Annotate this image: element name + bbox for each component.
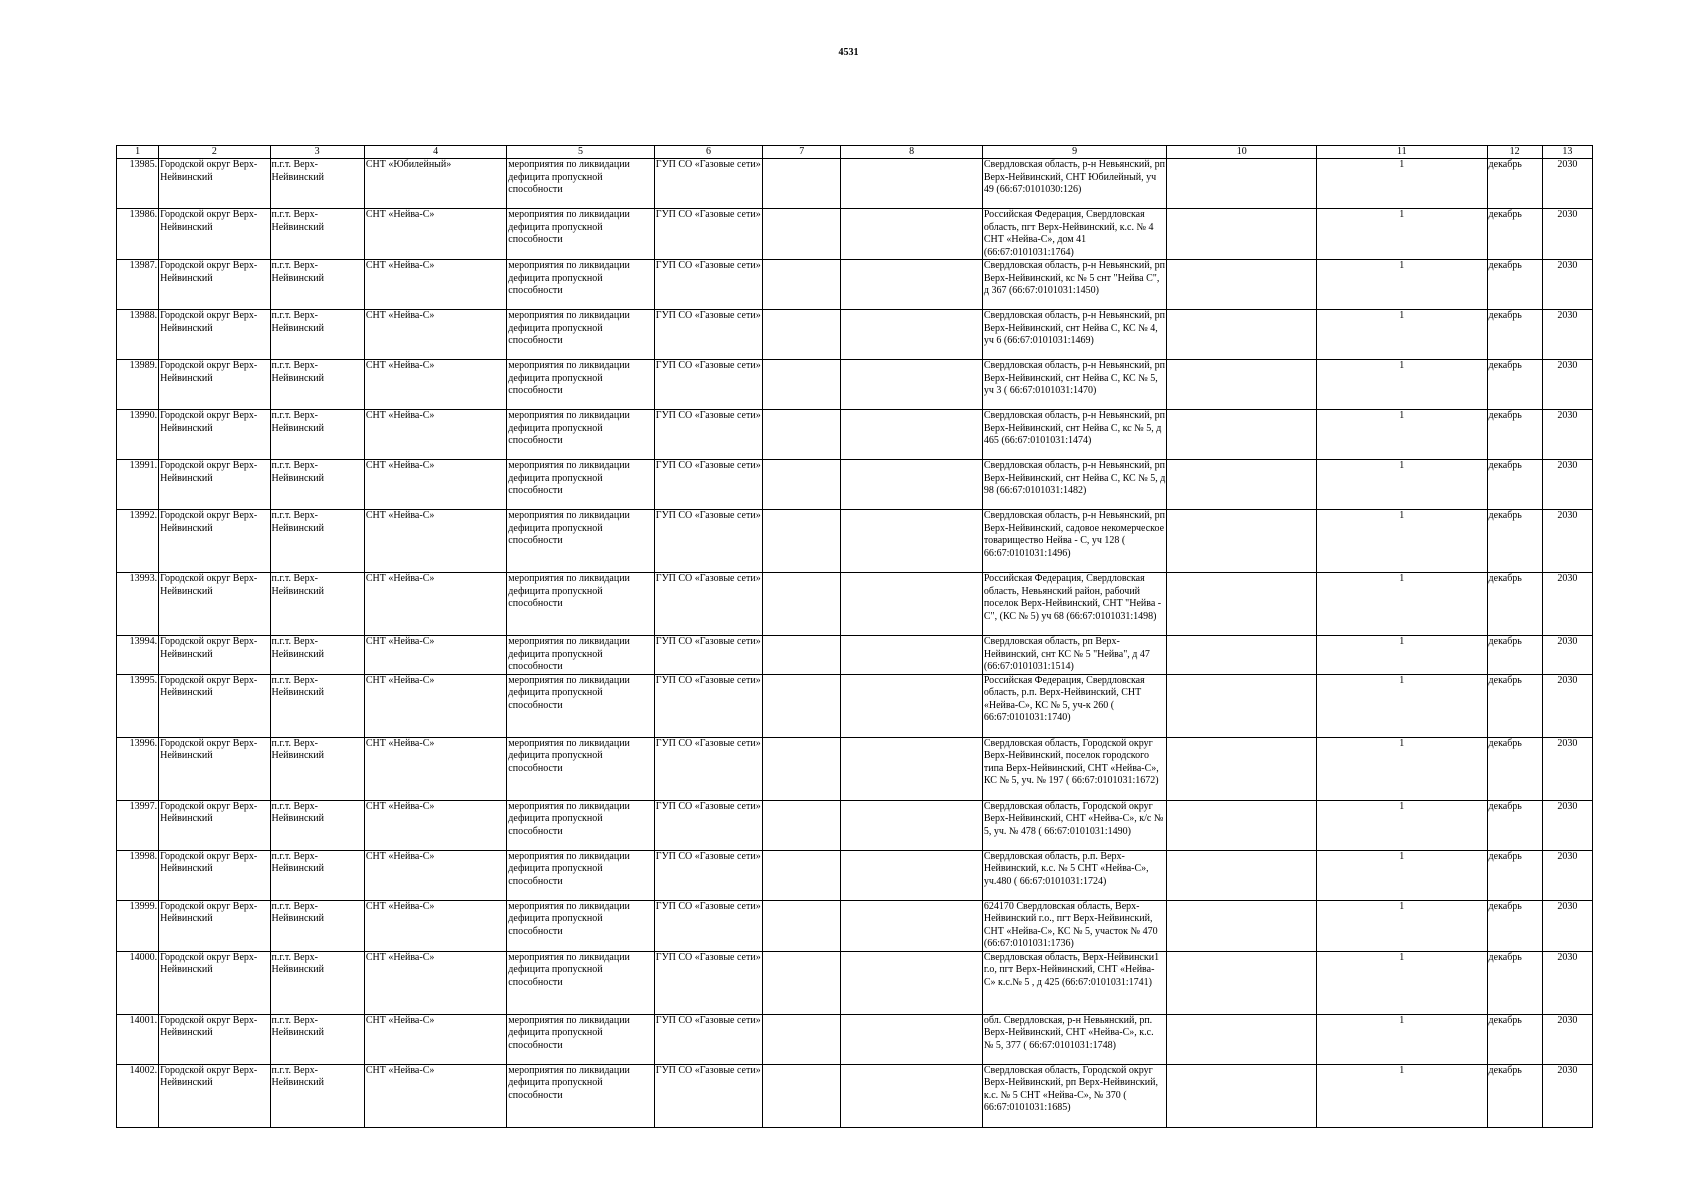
column-7-cell xyxy=(763,737,841,800)
column-7-cell xyxy=(763,1064,841,1127)
count-cell: 1 xyxy=(1316,159,1487,209)
settlement-cell: п.г.т. Верх-Нейвинский xyxy=(270,800,364,850)
column-7-cell xyxy=(763,850,841,900)
object-name-cell: СНТ «Нейва-С» xyxy=(364,310,506,360)
column-number-header: 11 xyxy=(1316,146,1487,159)
count-cell: 1 xyxy=(1316,1064,1487,1127)
object-name-cell: СНТ «Нейва-С» xyxy=(364,1064,506,1127)
month-cell: декабрь xyxy=(1487,636,1542,675)
address-cell: Свердловская область, р-н Невьянский, рп Верх-Нейвинский, СНТ Юбилейный, уч 49 (66:67:0101030:126) xyxy=(982,159,1167,209)
object-name-cell: СНТ «Нейва-С» xyxy=(364,674,506,737)
table-row xyxy=(117,737,1593,800)
column-10-cell xyxy=(1167,510,1317,573)
column-8-cell xyxy=(841,737,982,800)
column-10-cell xyxy=(1167,636,1317,675)
address-cell: Свердловская область, Городской округ Верх-Нейвинский, поселок городского типа Верх-Нейвинский, СНТ «Нейва-С», КС № 5, уч. № 197 ( 66:67:0101031:1672) xyxy=(982,737,1167,800)
month-cell: декабрь xyxy=(1487,209,1542,260)
district-cell: Городской округ Верх-Нейвинский xyxy=(159,410,270,460)
address-cell: обл. Свердловская, р-н Невьянский, рп. Верх-Нейвинский, СНТ «Нейва-С», к.с. № 5, 377 ( 66:67:0101031:1748) xyxy=(982,1014,1167,1064)
address-cell: Свердловская область, рп Верх-Нейвинский, снт КС № 5 "Нейва", д 47 (66:67:0101031:1514) xyxy=(982,636,1167,675)
district-cell: Городской округ Верх-Нейвинский xyxy=(159,310,270,360)
column-8-cell xyxy=(841,951,982,1014)
address-cell: Свердловская область, Городской округ Верх-Нейвинский, СНТ «Нейва-С», к/с № 5, уч. № 478 ( 66:67:0101031:1490) xyxy=(982,800,1167,850)
year-cell: 2030 xyxy=(1542,159,1592,209)
month-cell: декабрь xyxy=(1487,850,1542,900)
row-number-cell: 13995. xyxy=(117,674,159,737)
column-number-header: 3 xyxy=(270,146,364,159)
measure-cell: мероприятия по ликвидации дефицита пропускной способности xyxy=(507,209,654,260)
table-row xyxy=(117,1014,1593,1064)
column-10-cell xyxy=(1167,260,1317,310)
column-8-cell xyxy=(841,674,982,737)
count-cell: 1 xyxy=(1316,951,1487,1014)
count-cell: 1 xyxy=(1316,900,1487,951)
column-10-cell xyxy=(1167,1014,1317,1064)
page-number: 4531 xyxy=(838,47,859,58)
count-cell: 1 xyxy=(1316,1014,1487,1064)
column-number-header: 12 xyxy=(1487,146,1542,159)
column-10-cell xyxy=(1167,674,1317,737)
district-cell: Городской округ Верх-Нейвинский xyxy=(159,850,270,900)
organization-cell: ГУП СО «Газовые сети» xyxy=(654,737,762,800)
year-cell: 2030 xyxy=(1542,209,1592,260)
column-8-cell xyxy=(841,460,982,510)
measure-cell: мероприятия по ликвидации дефицита пропускной способности xyxy=(507,900,654,951)
month-cell: декабрь xyxy=(1487,1064,1542,1127)
measure-cell: мероприятия по ликвидации дефицита пропускной способности xyxy=(507,1064,654,1127)
year-cell: 2030 xyxy=(1542,800,1592,850)
settlement-cell: п.г.т. Верх-Нейвинский xyxy=(270,573,364,636)
measure-cell: мероприятия по ликвидации дефицита пропускной способности xyxy=(507,850,654,900)
column-10-cell xyxy=(1167,737,1317,800)
measure-cell: мероприятия по ликвидации дефицита пропускной способности xyxy=(507,460,654,510)
organization-cell: ГУП СО «Газовые сети» xyxy=(654,674,762,737)
year-cell: 2030 xyxy=(1542,410,1592,460)
column-8-cell xyxy=(841,209,982,260)
year-cell: 2030 xyxy=(1542,260,1592,310)
column-number-header: 4 xyxy=(364,146,506,159)
column-number-header: 8 xyxy=(841,146,982,159)
column-7-cell xyxy=(763,460,841,510)
measure-cell: мероприятия по ликвидации дефицита пропускной способности xyxy=(507,573,654,636)
address-cell: Свердловская область, р-н Невьянский, рп Верх-Нейвинский, кс № 5 снт "Нейва С", д 367 (66:67:0101031:1450) xyxy=(982,260,1167,310)
row-number-cell: 13998. xyxy=(117,850,159,900)
table-row xyxy=(117,1064,1593,1127)
column-8-cell xyxy=(841,800,982,850)
column-7-cell xyxy=(763,159,841,209)
organization-cell: ГУП СО «Газовые сети» xyxy=(654,573,762,636)
row-number-cell: 13993. xyxy=(117,573,159,636)
settlement-cell: п.г.т. Верх-Нейвинский xyxy=(270,1064,364,1127)
month-cell: декабрь xyxy=(1487,737,1542,800)
column-7-cell xyxy=(763,310,841,360)
measure-cell: мероприятия по ликвидации дефицита пропускной способности xyxy=(507,510,654,573)
count-cell: 1 xyxy=(1316,737,1487,800)
settlement-cell: п.г.т. Верх-Нейвинский xyxy=(270,636,364,675)
column-7-cell xyxy=(763,951,841,1014)
organization-cell: ГУП СО «Газовые сети» xyxy=(654,209,762,260)
registry-table xyxy=(116,145,1593,1128)
row-number-cell: 14000. xyxy=(117,951,159,1014)
column-10-cell xyxy=(1167,573,1317,636)
month-cell: декабрь xyxy=(1487,159,1542,209)
count-cell: 1 xyxy=(1316,209,1487,260)
measure-cell: мероприятия по ликвидации дефицита пропускной способности xyxy=(507,260,654,310)
month-cell: декабрь xyxy=(1487,951,1542,1014)
measure-cell: мероприятия по ликвидации дефицита пропускной способности xyxy=(507,636,654,675)
address-cell: Российская Федерация, Свердловская область, Невьянский район, рабочий поселок Верх-Нейвинский, СНТ "Нейва - С", (КС № 5) уч 68 (66:67:0101031:1498) xyxy=(982,573,1167,636)
month-cell: декабрь xyxy=(1487,674,1542,737)
year-cell: 2030 xyxy=(1542,636,1592,675)
month-cell: декабрь xyxy=(1487,460,1542,510)
address-cell: Свердловская область, р.п. Верх-Нейвинский, к.с. № 5 СНТ «Нейва-С», уч.480 ( 66:67:0101031:1724) xyxy=(982,850,1167,900)
column-10-cell xyxy=(1167,209,1317,260)
table-row xyxy=(117,951,1593,1014)
measure-cell: мероприятия по ликвидации дефицита пропускной способности xyxy=(507,410,654,460)
organization-cell: ГУП СО «Газовые сети» xyxy=(654,510,762,573)
column-8-cell xyxy=(841,573,982,636)
measure-cell: мероприятия по ликвидации дефицита пропускной способности xyxy=(507,737,654,800)
organization-cell: ГУП СО «Газовые сети» xyxy=(654,850,762,900)
settlement-cell: п.г.т. Верх-Нейвинский xyxy=(270,674,364,737)
object-name-cell: СНТ «Нейва-С» xyxy=(364,951,506,1014)
count-cell: 1 xyxy=(1316,460,1487,510)
table-row xyxy=(117,850,1593,900)
measure-cell: мероприятия по ликвидации дефицита пропускной способности xyxy=(507,951,654,1014)
settlement-cell: п.г.т. Верх-Нейвинский xyxy=(270,737,364,800)
district-cell: Городской округ Верх-Нейвинский xyxy=(159,737,270,800)
measure-cell: мероприятия по ликвидации дефицита пропускной способности xyxy=(507,360,654,410)
organization-cell: ГУП СО «Газовые сети» xyxy=(654,460,762,510)
column-8-cell xyxy=(841,636,982,675)
year-cell: 2030 xyxy=(1542,737,1592,800)
column-10-cell xyxy=(1167,1064,1317,1127)
row-number-cell: 13997. xyxy=(117,800,159,850)
object-name-cell: СНТ «Нейва-С» xyxy=(364,573,506,636)
column-number-header: 1 xyxy=(117,146,159,159)
object-name-cell: СНТ «Нейва-С» xyxy=(364,900,506,951)
row-number-cell: 13988. xyxy=(117,310,159,360)
measure-cell: мероприятия по ликвидации дефицита пропускной способности xyxy=(507,674,654,737)
district-cell: Городской округ Верх-Нейвинский xyxy=(159,460,270,510)
table-row xyxy=(117,900,1593,951)
column-8-cell xyxy=(841,510,982,573)
column-7-cell xyxy=(763,360,841,410)
settlement-cell: п.г.т. Верх-Нейвинский xyxy=(270,159,364,209)
table-row xyxy=(117,573,1593,636)
district-cell: Городской округ Верх-Нейвинский xyxy=(159,1064,270,1127)
row-number-cell: 14001. xyxy=(117,1014,159,1064)
month-cell: декабрь xyxy=(1487,900,1542,951)
count-cell: 1 xyxy=(1316,360,1487,410)
address-cell: Свердловская область, Городской округ Верх-Нейвинский, рп Верх-Нейвинский, к.с. № 5 СНТ «Нейва-С», № 370 ( 66:67:0101031:1685) xyxy=(982,1064,1167,1127)
month-cell: декабрь xyxy=(1487,1014,1542,1064)
column-8-cell xyxy=(841,850,982,900)
column-10-cell xyxy=(1167,850,1317,900)
row-number-cell: 13989. xyxy=(117,360,159,410)
month-cell: декабрь xyxy=(1487,573,1542,636)
settlement-cell: п.г.т. Верх-Нейвинский xyxy=(270,310,364,360)
settlement-cell: п.г.т. Верх-Нейвинский xyxy=(270,360,364,410)
row-number-cell: 13986. xyxy=(117,209,159,260)
year-cell: 2030 xyxy=(1542,1014,1592,1064)
count-cell: 1 xyxy=(1316,260,1487,310)
year-cell: 2030 xyxy=(1542,674,1592,737)
count-cell: 1 xyxy=(1316,800,1487,850)
measure-cell: мероприятия по ликвидации дефицита пропускной способности xyxy=(507,310,654,360)
table-body xyxy=(117,159,1593,1128)
year-cell: 2030 xyxy=(1542,573,1592,636)
address-cell: Свердловская область, р-н Невьянский, рп Верх-Нейвинский, снт Нейва С, кс № 5, д 465 (66:67:0101031:1474) xyxy=(982,410,1167,460)
column-10-cell xyxy=(1167,800,1317,850)
address-cell: Свердловская область, р-н Невьянский, рп Верх-Нейвинский, снт Нейва С, КС № 5, д 98 (66:67:0101031:1482) xyxy=(982,460,1167,510)
column-8-cell xyxy=(841,310,982,360)
column-7-cell xyxy=(763,800,841,850)
organization-cell: ГУП СО «Газовые сети» xyxy=(654,410,762,460)
column-number-row xyxy=(117,146,1593,159)
column-number-header: 13 xyxy=(1542,146,1592,159)
settlement-cell: п.г.т. Верх-Нейвинский xyxy=(270,209,364,260)
object-name-cell: СНТ «Нейва-С» xyxy=(364,360,506,410)
address-cell: 624170 Свердловская область, Верх-Нейвинский г.о., пгт Верх-Нейвинский, СНТ «Нейва-С», КС № 5, участок № 470 (66:67:0101031:1736) xyxy=(982,900,1167,951)
year-cell: 2030 xyxy=(1542,900,1592,951)
organization-cell: ГУП СО «Газовые сети» xyxy=(654,260,762,310)
settlement-cell: п.г.т. Верх-Нейвинский xyxy=(270,410,364,460)
organization-cell: ГУП СО «Газовые сети» xyxy=(654,900,762,951)
district-cell: Городской округ Верх-Нейвинский xyxy=(159,360,270,410)
settlement-cell: п.г.т. Верх-Нейвинский xyxy=(270,260,364,310)
year-cell: 2030 xyxy=(1542,310,1592,360)
row-number-cell: 14002. xyxy=(117,1064,159,1127)
district-cell: Городской округ Верх-Нейвинский xyxy=(159,900,270,951)
organization-cell: ГУП СО «Газовые сети» xyxy=(654,951,762,1014)
column-number-header: 10 xyxy=(1167,146,1317,159)
organization-cell: ГУП СО «Газовые сети» xyxy=(654,310,762,360)
column-number-header: 9 xyxy=(982,146,1167,159)
column-7-cell xyxy=(763,209,841,260)
column-10-cell xyxy=(1167,159,1317,209)
column-10-cell xyxy=(1167,900,1317,951)
organization-cell: ГУП СО «Газовые сети» xyxy=(654,1014,762,1064)
row-number-cell: 13985. xyxy=(117,159,159,209)
settlement-cell: п.г.т. Верх-Нейвинский xyxy=(270,951,364,1014)
column-number-header: 7 xyxy=(763,146,841,159)
column-8-cell xyxy=(841,159,982,209)
column-10-cell xyxy=(1167,951,1317,1014)
count-cell: 1 xyxy=(1316,674,1487,737)
column-7-cell xyxy=(763,636,841,675)
column-10-cell xyxy=(1167,460,1317,510)
column-7-cell xyxy=(763,900,841,951)
district-cell: Городской округ Верх-Нейвинский xyxy=(159,800,270,850)
district-cell: Городской округ Верх-Нейвинский xyxy=(159,510,270,573)
table-row xyxy=(117,410,1593,460)
row-number-cell: 13994. xyxy=(117,636,159,675)
settlement-cell: п.г.т. Верх-Нейвинский xyxy=(270,460,364,510)
organization-cell: ГУП СО «Газовые сети» xyxy=(654,159,762,209)
district-cell: Городской округ Верх-Нейвинский xyxy=(159,636,270,675)
settlement-cell: п.г.т. Верх-Нейвинский xyxy=(270,510,364,573)
column-8-cell xyxy=(841,1014,982,1064)
column-10-cell xyxy=(1167,310,1317,360)
year-cell: 2030 xyxy=(1542,510,1592,573)
column-7-cell xyxy=(763,510,841,573)
settlement-cell: п.г.т. Верх-Нейвинский xyxy=(270,1014,364,1064)
column-10-cell xyxy=(1167,360,1317,410)
count-cell: 1 xyxy=(1316,510,1487,573)
table-row xyxy=(117,159,1593,209)
row-number-cell: 13999. xyxy=(117,900,159,951)
row-number-cell: 13990. xyxy=(117,410,159,460)
address-cell: Свердловская область, р-н Невьянский, рп Верх-Нейвинский, садовое некомерческое товарищество Нейва - С, уч 128 ( 66:67:0101031:1496) xyxy=(982,510,1167,573)
count-cell: 1 xyxy=(1316,310,1487,360)
column-8-cell xyxy=(841,410,982,460)
measure-cell: мероприятия по ликвидации дефицита пропускной способности xyxy=(507,1014,654,1064)
organization-cell: ГУП СО «Газовые сети» xyxy=(654,636,762,675)
object-name-cell: СНТ «Нейва-С» xyxy=(364,410,506,460)
year-cell: 2030 xyxy=(1542,850,1592,900)
object-name-cell: СНТ «Нейва-С» xyxy=(364,1014,506,1064)
table-row xyxy=(117,360,1593,410)
column-8-cell xyxy=(841,1064,982,1127)
month-cell: декабрь xyxy=(1487,410,1542,460)
count-cell: 1 xyxy=(1316,410,1487,460)
district-cell: Городской округ Верх-Нейвинский xyxy=(159,1014,270,1064)
address-cell: Российская Федерация, Свердловская область, р.п. Верх-Нейвинский, СНТ «Нейва-С», КС № 5, уч-к 260 ( 66:67:0101031:1740) xyxy=(982,674,1167,737)
column-10-cell xyxy=(1167,410,1317,460)
count-cell: 1 xyxy=(1316,573,1487,636)
table-row xyxy=(117,310,1593,360)
row-number-cell: 13992. xyxy=(117,510,159,573)
column-7-cell xyxy=(763,1014,841,1064)
row-number-cell: 13991. xyxy=(117,460,159,510)
month-cell: декабрь xyxy=(1487,310,1542,360)
district-cell: Городской округ Верх-Нейвинский xyxy=(159,674,270,737)
table-row xyxy=(117,460,1593,510)
year-cell: 2030 xyxy=(1542,1064,1592,1127)
object-name-cell: СНТ «Нейва-С» xyxy=(364,260,506,310)
year-cell: 2030 xyxy=(1542,360,1592,410)
settlement-cell: п.г.т. Верх-Нейвинский xyxy=(270,850,364,900)
table-row xyxy=(117,636,1593,675)
year-cell: 2030 xyxy=(1542,951,1592,1014)
month-cell: декабрь xyxy=(1487,260,1542,310)
month-cell: декабрь xyxy=(1487,360,1542,410)
table-row xyxy=(117,260,1593,310)
column-8-cell xyxy=(841,360,982,410)
object-name-cell: СНТ «Юбилейный» xyxy=(364,159,506,209)
object-name-cell: СНТ «Нейва-С» xyxy=(364,460,506,510)
address-cell: Российская Федерация, Свердловская область, пгт Верх-Нейвинский, к.с. № 4 СНТ «Нейва-С», дом 41 (66:67:0101031:1764) xyxy=(982,209,1167,260)
district-cell: Городской округ Верх-Нейвинский xyxy=(159,209,270,260)
column-8-cell xyxy=(841,900,982,951)
district-cell: Городской округ Верх-Нейвинский xyxy=(159,159,270,209)
object-name-cell: СНТ «Нейва-С» xyxy=(364,800,506,850)
count-cell: 1 xyxy=(1316,636,1487,675)
table-row xyxy=(117,510,1593,573)
measure-cell: мероприятия по ликвидации дефицита пропускной способности xyxy=(507,800,654,850)
year-cell: 2030 xyxy=(1542,460,1592,510)
object-name-cell: СНТ «Нейва-С» xyxy=(364,850,506,900)
table-row xyxy=(117,800,1593,850)
organization-cell: ГУП СО «Газовые сети» xyxy=(654,1064,762,1127)
column-7-cell xyxy=(763,573,841,636)
column-7-cell xyxy=(763,410,841,460)
district-cell: Городской округ Верх-Нейвинский xyxy=(159,951,270,1014)
address-cell: Свердловская область, р-н Невьянский, рп Верх-Нейвинский, снт Нейва С, КС № 4, уч 6 (66:67:0101031:1469) xyxy=(982,310,1167,360)
table-row xyxy=(117,209,1593,260)
district-cell: Городской округ Верх-Нейвинский xyxy=(159,573,270,636)
month-cell: декабрь xyxy=(1487,800,1542,850)
row-number-cell: 13996. xyxy=(117,737,159,800)
address-cell: Свердловская область, р-н Невьянский, рп Верх-Нейвинский, снт Нейва С, КС № 5, уч 3 ( 66:67:0101031:1470) xyxy=(982,360,1167,410)
object-name-cell: СНТ «Нейва-С» xyxy=(364,737,506,800)
organization-cell: ГУП СО «Газовые сети» xyxy=(654,800,762,850)
settlement-cell: п.г.т. Верх-Нейвинский xyxy=(270,900,364,951)
measure-cell: мероприятия по ликвидации дефицита пропускной способности xyxy=(507,159,654,209)
row-number-cell: 13987. xyxy=(117,260,159,310)
object-name-cell: СНТ «Нейва-С» xyxy=(364,209,506,260)
object-name-cell: СНТ «Нейва-С» xyxy=(364,636,506,675)
column-7-cell xyxy=(763,674,841,737)
column-7-cell xyxy=(763,260,841,310)
column-number-header: 2 xyxy=(159,146,270,159)
address-cell: Свердловская область, Верх-Нейвински1 г.о, пгт Верх-Нейвинский, СНТ «Нейва-С» к.с.№ 5 , д 425 (66:67:0101031:1741) xyxy=(982,951,1167,1014)
district-cell: Городской округ Верх-Нейвинский xyxy=(159,260,270,310)
month-cell: декабрь xyxy=(1487,510,1542,573)
column-number-header: 5 xyxy=(507,146,654,159)
column-8-cell xyxy=(841,260,982,310)
organization-cell: ГУП СО «Газовые сети» xyxy=(654,360,762,410)
column-number-header: 6 xyxy=(654,146,762,159)
object-name-cell: СНТ «Нейва-С» xyxy=(364,510,506,573)
count-cell: 1 xyxy=(1316,850,1487,900)
table-row xyxy=(117,674,1593,737)
